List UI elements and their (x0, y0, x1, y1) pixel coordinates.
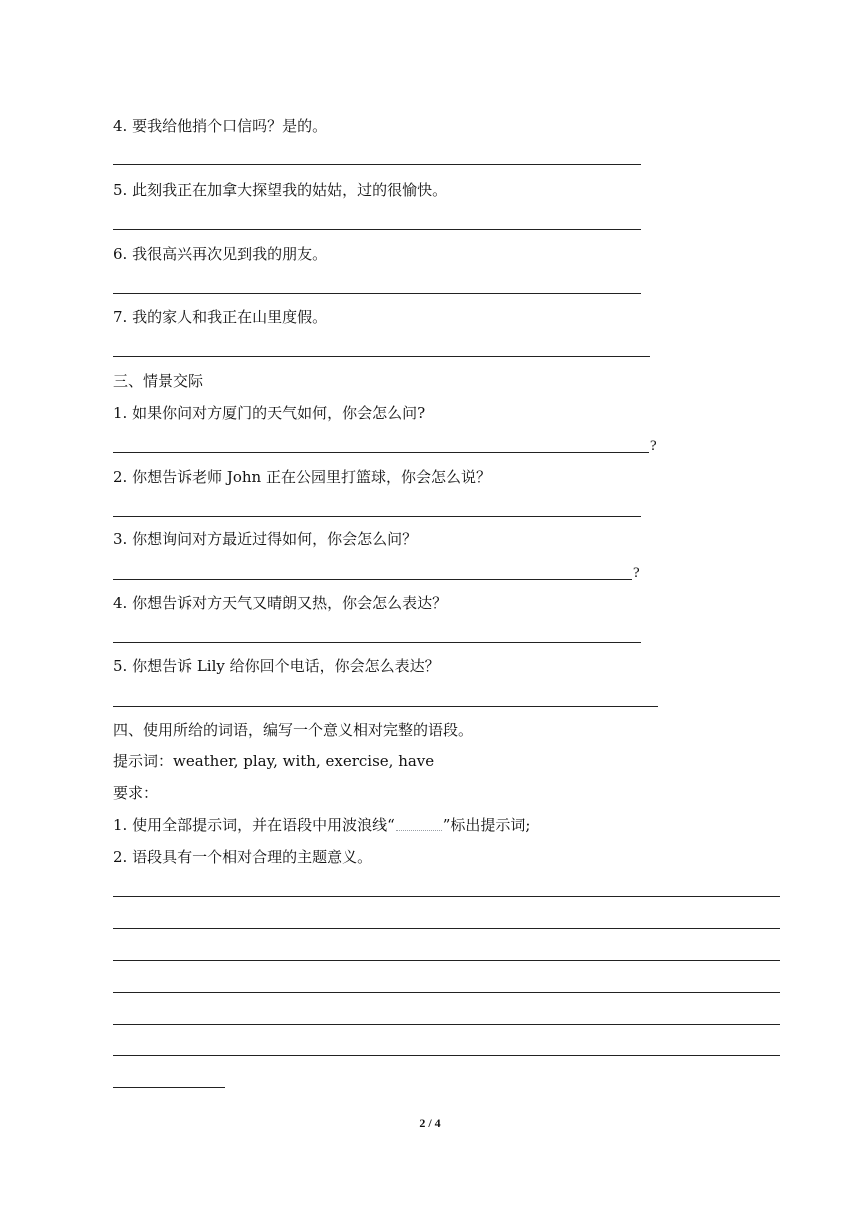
question-mark: ? (633, 565, 640, 581)
wavy-underline-sample (396, 820, 442, 831)
answer-line[interactable] (113, 706, 658, 707)
writing-line[interactable] (113, 992, 780, 993)
writing-line[interactable] (113, 960, 780, 961)
writing-line[interactable] (113, 1024, 780, 1025)
translation-item-6: 6. 我很高兴再次见到我的朋友。 (113, 245, 328, 263)
requirement-1-after: ”标出提示词; (442, 816, 531, 834)
section-heading-writing: 四、使用所给的词语，编写一个意义相对完整的语段。 (113, 721, 474, 739)
translation-item-7: 7. 我的家人和我正在山里度假。 (113, 308, 328, 326)
answer-line[interactable] (113, 452, 649, 453)
situational-item-3: 3. 你想询问对方最近过得如何，你会怎么问？ (113, 530, 418, 548)
requirement-1-before: 1. 使用全部提示词，并在语段中用波浪线“ (113, 816, 395, 834)
situational-item-4: 4. 你想告诉对方天气又晴朗又热，你会怎么表达？ (113, 594, 448, 612)
translation-item-4: 4. 要我给他捎个口信吗？是的。 (113, 117, 328, 135)
section-heading-situational: 三、情景交际 (113, 372, 204, 390)
requirement-1 (113, 815, 530, 835)
translation-item-5: 5. 此刻我正在加拿大探望我的姑姑，过的很愉快。 (113, 181, 448, 199)
question-mark: ? (650, 438, 657, 454)
situational-item-5: 5. 你想告诉 Lily 给你回个电话，你会怎么表达？ (113, 657, 440, 675)
answer-line[interactable] (113, 164, 641, 165)
answer-line[interactable] (113, 579, 632, 580)
situational-item-2: 2. 你想告诉老师 John 正在公园里打篮球，你会怎么说？ (113, 468, 491, 486)
answer-line[interactable] (113, 516, 641, 517)
requirements-label: 要求： (113, 784, 159, 802)
writing-line[interactable] (113, 896, 780, 897)
page-number: 2 / 4 (419, 1116, 441, 1130)
writing-line[interactable] (113, 1055, 780, 1056)
requirement-2: 2. 语段具有一个相对合理的主题意义。 (113, 848, 373, 866)
hint-words: 提示词：weather, play, with, exercise, have (113, 752, 435, 770)
writing-line-short[interactable] (113, 1087, 225, 1088)
answer-line[interactable] (113, 293, 641, 294)
writing-line[interactable] (113, 928, 780, 929)
situational-item-1: 1. 如果你问对方厦门的天气如何，你会怎么问? (113, 404, 426, 422)
answer-line[interactable] (113, 356, 650, 357)
answer-line[interactable] (113, 229, 641, 230)
answer-line[interactable] (113, 642, 641, 643)
